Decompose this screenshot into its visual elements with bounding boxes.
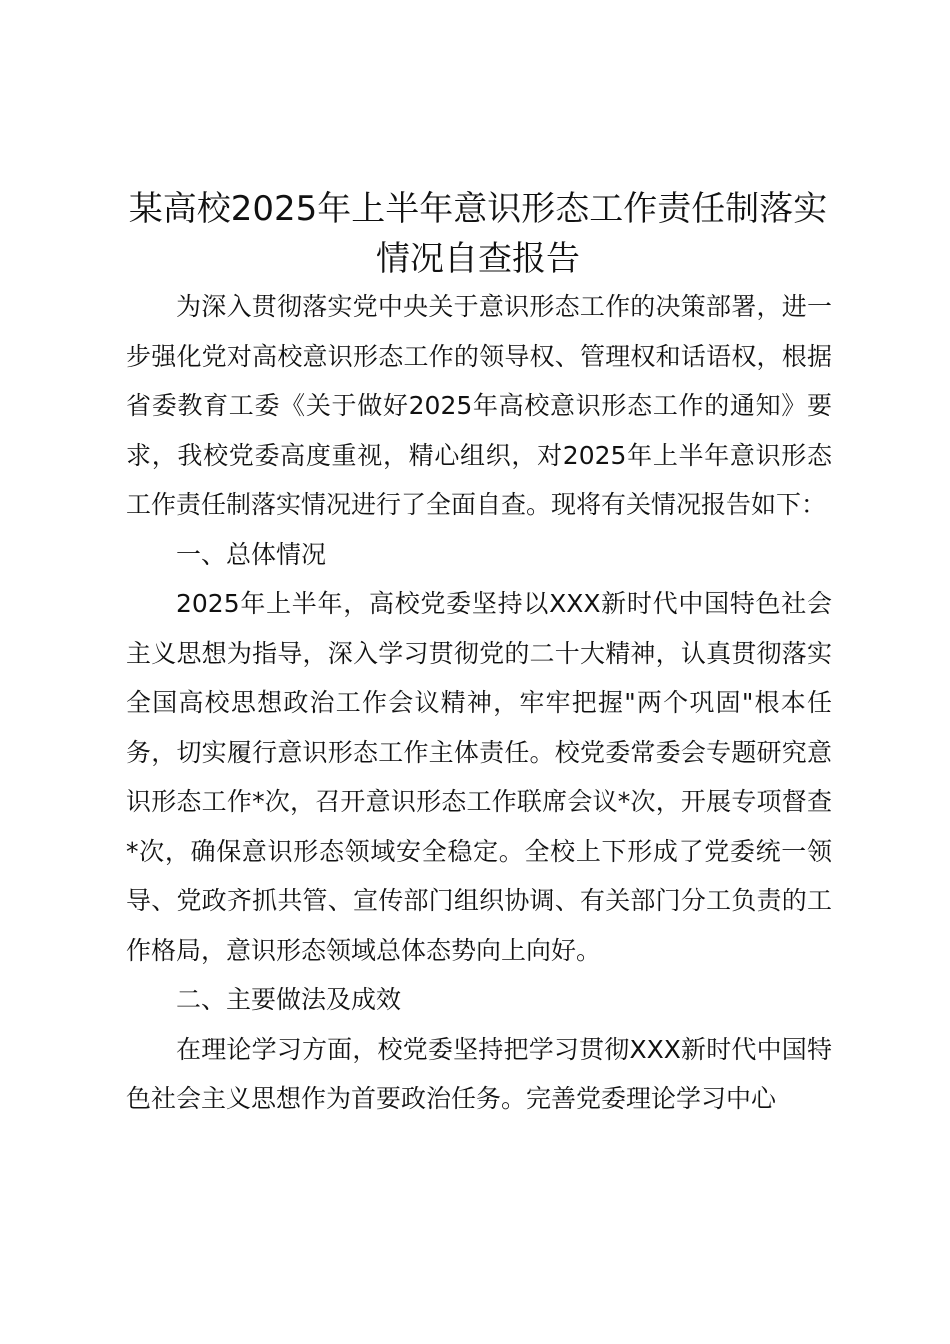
intro-paragraph: 为深入贯彻落实党中央关于意识形态工作的决策部署，进一步强化党对高校意识形态工作的领导权、管理权和话语权，根据省委教育工委《关于做好2025年高校意识形态工作的通知》要求，我校党委高度重视，精心组织，对2025年上半年意识形态工作责任制落实情况进行了全面自查。现将有关情况报告如下：	[126, 292, 832, 519]
theory-study-paragraph: 在理论学习方面，校党委坚持把学习贯彻XXX新时代中国特色社会主义思想作为首要政治任务。完善党委理论学习中心	[126, 1034, 832, 1113]
section-heading-practices: 二、主要做法及成效	[176, 985, 402, 1014]
overview-paragraph: 2025年上半年，高校党委坚持以XXX新时代中国特色社会主义思想为指导，深入学习贯彻党的二十大精神，认真贯彻落实全国高校思想政治工作会议精神，牢牢把握"两个巩固"根本任务，切实履行意识形态工作主体责任。校党委常委会专题研究意识形态工作*次，召开意识形态工作联席会议*次，开展专项督查*次，确保意识形态领域安全稳定。全校上下形成了党委统一领导、党政齐抓共管、宣传部门组织协调、有关部门分工负责的工作格局，意识形态领域总体态势向上向好。	[126, 589, 832, 965]
section-heading-overview: 一、总体情况	[176, 539, 327, 569]
document-title: 某高校2025年上半年意识形态工作责任制落实情况自查报告	[128, 189, 828, 279]
document-body	[126, 282, 832, 1124]
